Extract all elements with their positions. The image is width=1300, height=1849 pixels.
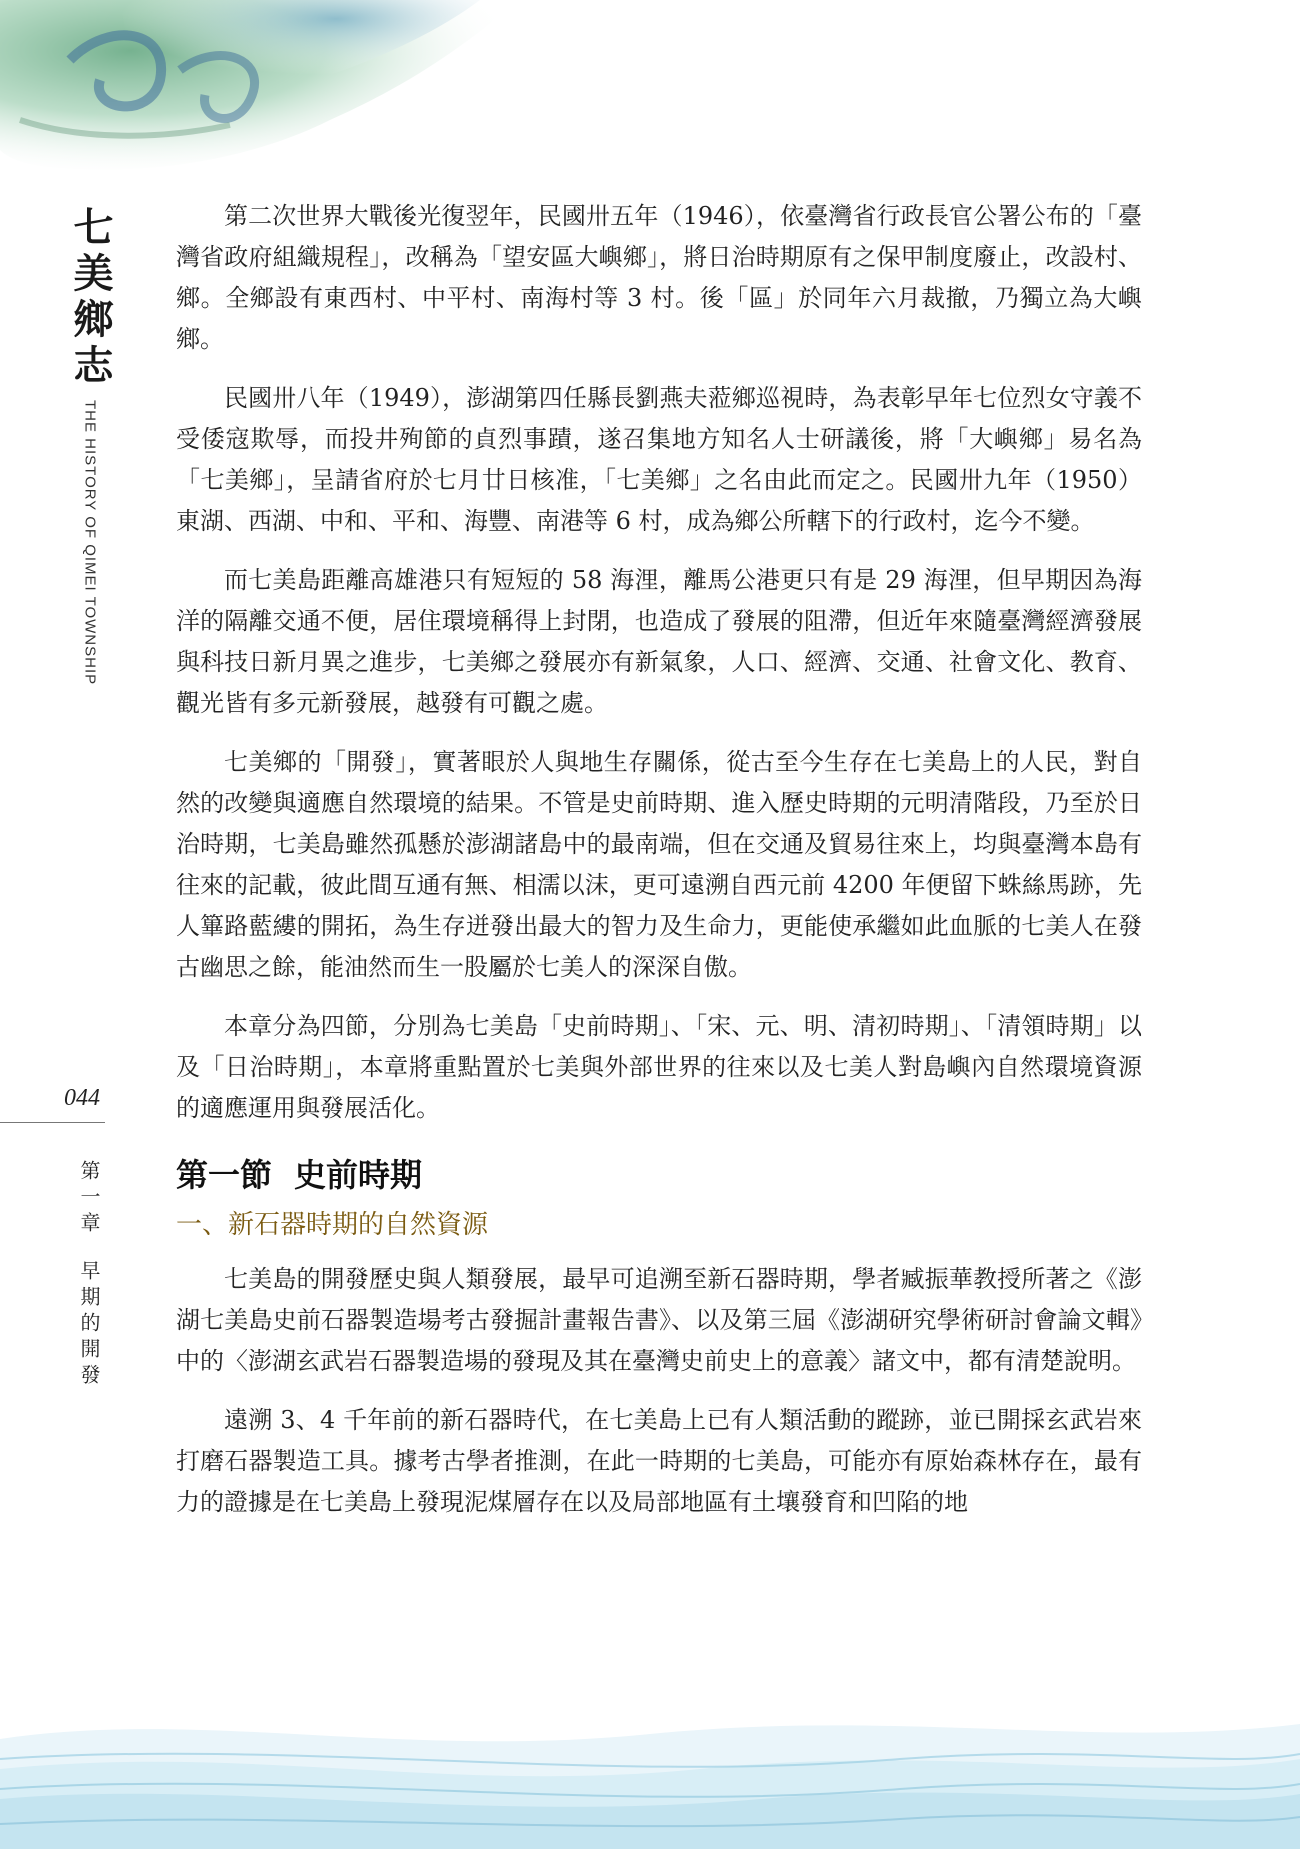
paragraph: 而七美島距離高雄港只有短短的 58 海浬，離馬公港更只有是 29 海浬，但早期因為海洋的隔離交通不便，居住環境稱得上封閉，也造成了發展的阻滯，但近年來隨臺灣經濟發展與科技日新月異之進步，七美鄉之發展亦有新氣象，人口、經濟、交通、社會文化、教育、觀光皆有多元新發展，越發有可觀之處。	[176, 566, 1142, 717]
paragraph: 七美島的開發歷史與人類發展，最早可追溯至新石器時期，學者臧振華教授所著之《澎湖七美島史前石器製造場考古發掘計畫報告書》、以及第三屆《澎湖研究學術研討會論文輯》中的〈澎湖玄武岩石器製造場的發現及其在臺灣史前史上的意義〉諸文中，都有清楚說明。	[176, 1265, 1142, 1375]
section-title: 史前時期	[294, 1156, 423, 1194]
paragraph: 第二次世界大戰後光復翌年，民國卅五年（1946），依臺灣省行政長官公署公布的「臺灣省政府組織規程」，改稱為「望安區大嶼鄉」，將日治時期原有之保甲制度廢止，改設村、鄉。全鄉設有東西村、中平村、南海村等 3 村。後「區」於同年六月裁撤，乃獨立為大嶼鄉。	[176, 202, 1142, 353]
chapter-tab	[74, 1160, 104, 1390]
page-number-rule	[0, 1122, 105, 1123]
chapter-number: 第一章	[77, 1160, 101, 1238]
paragraph: 七美鄉的「開發」，實著眼於人與地生存關係，從古至今生存在七美島上的人民，對自然的改變與適應自然環境的結果。不管是史前時期、進入歷史時期的元明清階段，乃至於日治時期，七美島雖然孤懸於澎湖諸島中的最南端，但在交通及貿易往來上，均與臺灣本島有往來的記載，彼此間互通有無、相濡以沫，更可遠溯自西元前 4200 年便留下蛛絲馬跡，先人篳路藍縷的開拓，為生存迸發出最大的智力及生命力，更能使承繼如此血脈的七美人在發古幽思之餘，能油然而生一股屬於七美人的深深自傲。	[176, 748, 1142, 981]
chapter-title: 早期的開發	[77, 1260, 101, 1390]
watercolor-island-art	[0, 0, 560, 190]
paragraph: 民國卅八年（1949），澎湖第四任縣長劉燕夫蒞鄉巡視時，為表彰早年七位烈女守義不受倭寇欺辱，而投井殉節的貞烈事蹟，遂召集地方知名人士研議後，將「大嶼鄉」易名為「七美鄉」，呈請省府於七月廿日核准，「七美鄉」之名由此而定之。民國卅九年（1950）東湖、西湖、中和、平和、海豐、南港等 6 村，成為鄉公所轄下的行政村，迄今不變。	[176, 384, 1142, 535]
book-title-vertical	[66, 206, 114, 685]
book-title-cn: 七美鄉志	[67, 206, 114, 390]
paragraph: 本章分為四節，分別為七美島「史前時期」、「宋、元、明、清初時期」、「清領時期」以及「日治時期」，本章將重點置於七美與外部世界的往來以及七美人對島嶼內自然環境資源的適應運用與發展活化。	[176, 1012, 1142, 1122]
section-heading	[176, 1153, 1142, 1197]
book-title-en: THE HISTORY OF QIMEI TOWNSHIP	[81, 400, 99, 686]
section-subheading: 一、新石器時期的自然資源	[176, 1210, 489, 1240]
main-content	[176, 196, 1142, 1541]
paragraph: 遠溯 3、4 千年前的新石器時代，在七美島上已有人類活動的蹤跡，並已開採玄武岩來打磨石器製造工具。據考古學者推測，在此一時期的七美島，可能亦有原始森林存在，最有力的證據是在七美島上發現泥煤層存在以及局部地區有土壤發育和凹陷的地	[176, 1406, 1142, 1516]
section-number: 第一節	[176, 1156, 273, 1194]
wave-decoration	[0, 1699, 1300, 1849]
page-number: 044	[64, 1085, 100, 1111]
